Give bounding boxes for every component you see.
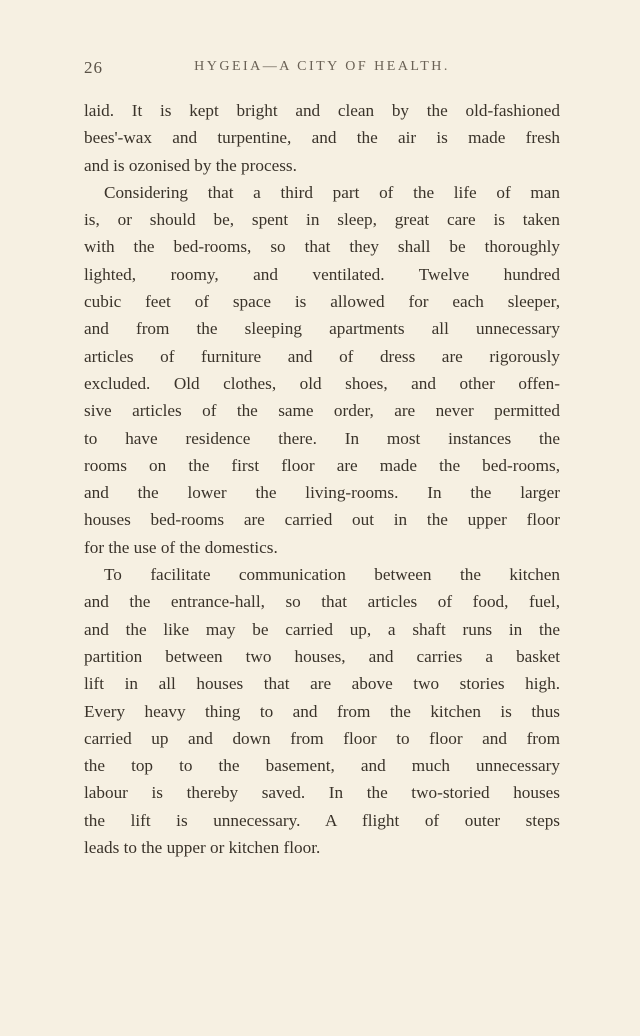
text-line: rooms on the first floor are made the bed-rooms, (84, 455, 560, 475)
running-head (84, 58, 560, 82)
text-line: excluded. Old clothes, old shoes, and other offen- (84, 373, 560, 393)
text-line: articles of furniture and of dress are rigorously (84, 346, 560, 366)
text-line: with the bed-rooms, so that they shall be thoroughly (84, 237, 560, 257)
text-line: cubic feet of space is allowed for each sleeper, (84, 292, 560, 312)
text-line: labour is thereby saved. In the two-storied houses (84, 783, 560, 803)
text-line: and from the sleeping apartments all unnecessary (84, 319, 560, 339)
text-line: and the like may be carried up, a shaft runs in the (84, 619, 560, 639)
text-line: lighted, roomy, and ventilated. Twelve hundred (84, 264, 560, 284)
text-line: and the entrance-hall, so that articles of food, fuel, (84, 592, 560, 612)
body-text (84, 97, 560, 861)
text-line: and is ozonised by the process. (84, 155, 297, 175)
text-line: bees'-wax and turpentine, and the air is made fresh (84, 128, 560, 148)
text-line: To facilitate communication between the kitchen (104, 565, 560, 585)
text-line: Considering that a third part of the life of man (104, 182, 560, 202)
text-line: carried up and down from floor to floor and from (84, 728, 560, 748)
text-line: houses bed-rooms are carried out in the upper floor (84, 510, 560, 530)
text-line: and the lower the living-rooms. In the larger (84, 483, 560, 503)
text-line: for the use of the domestics. (84, 537, 278, 557)
text-line: Every heavy thing to and from the kitchen is thus (84, 701, 560, 721)
text-line: the lift is unnecessary. A flight of outer steps (84, 810, 560, 830)
text-line: laid. It is kept bright and clean by the old-fashioned (84, 101, 560, 120)
text-line: partition between two houses, and carries a basket (84, 646, 560, 666)
text-line: to have residence there. In most instances the (84, 428, 560, 448)
text-line: is, or should be, spent in sleep, great care is taken (84, 210, 560, 230)
text-line: leads to the upper or kitchen floor. (84, 838, 321, 858)
text-line: the top to the basement, and much unnecessary (84, 756, 560, 776)
page-number: 26 (84, 58, 103, 77)
text-line: sive articles of the same order, are never permitted (84, 401, 560, 421)
running-title: HYGEIA—A CITY OF HEALTH. (194, 59, 450, 74)
text-line: lift in all houses that are above two stories high. (84, 674, 560, 694)
